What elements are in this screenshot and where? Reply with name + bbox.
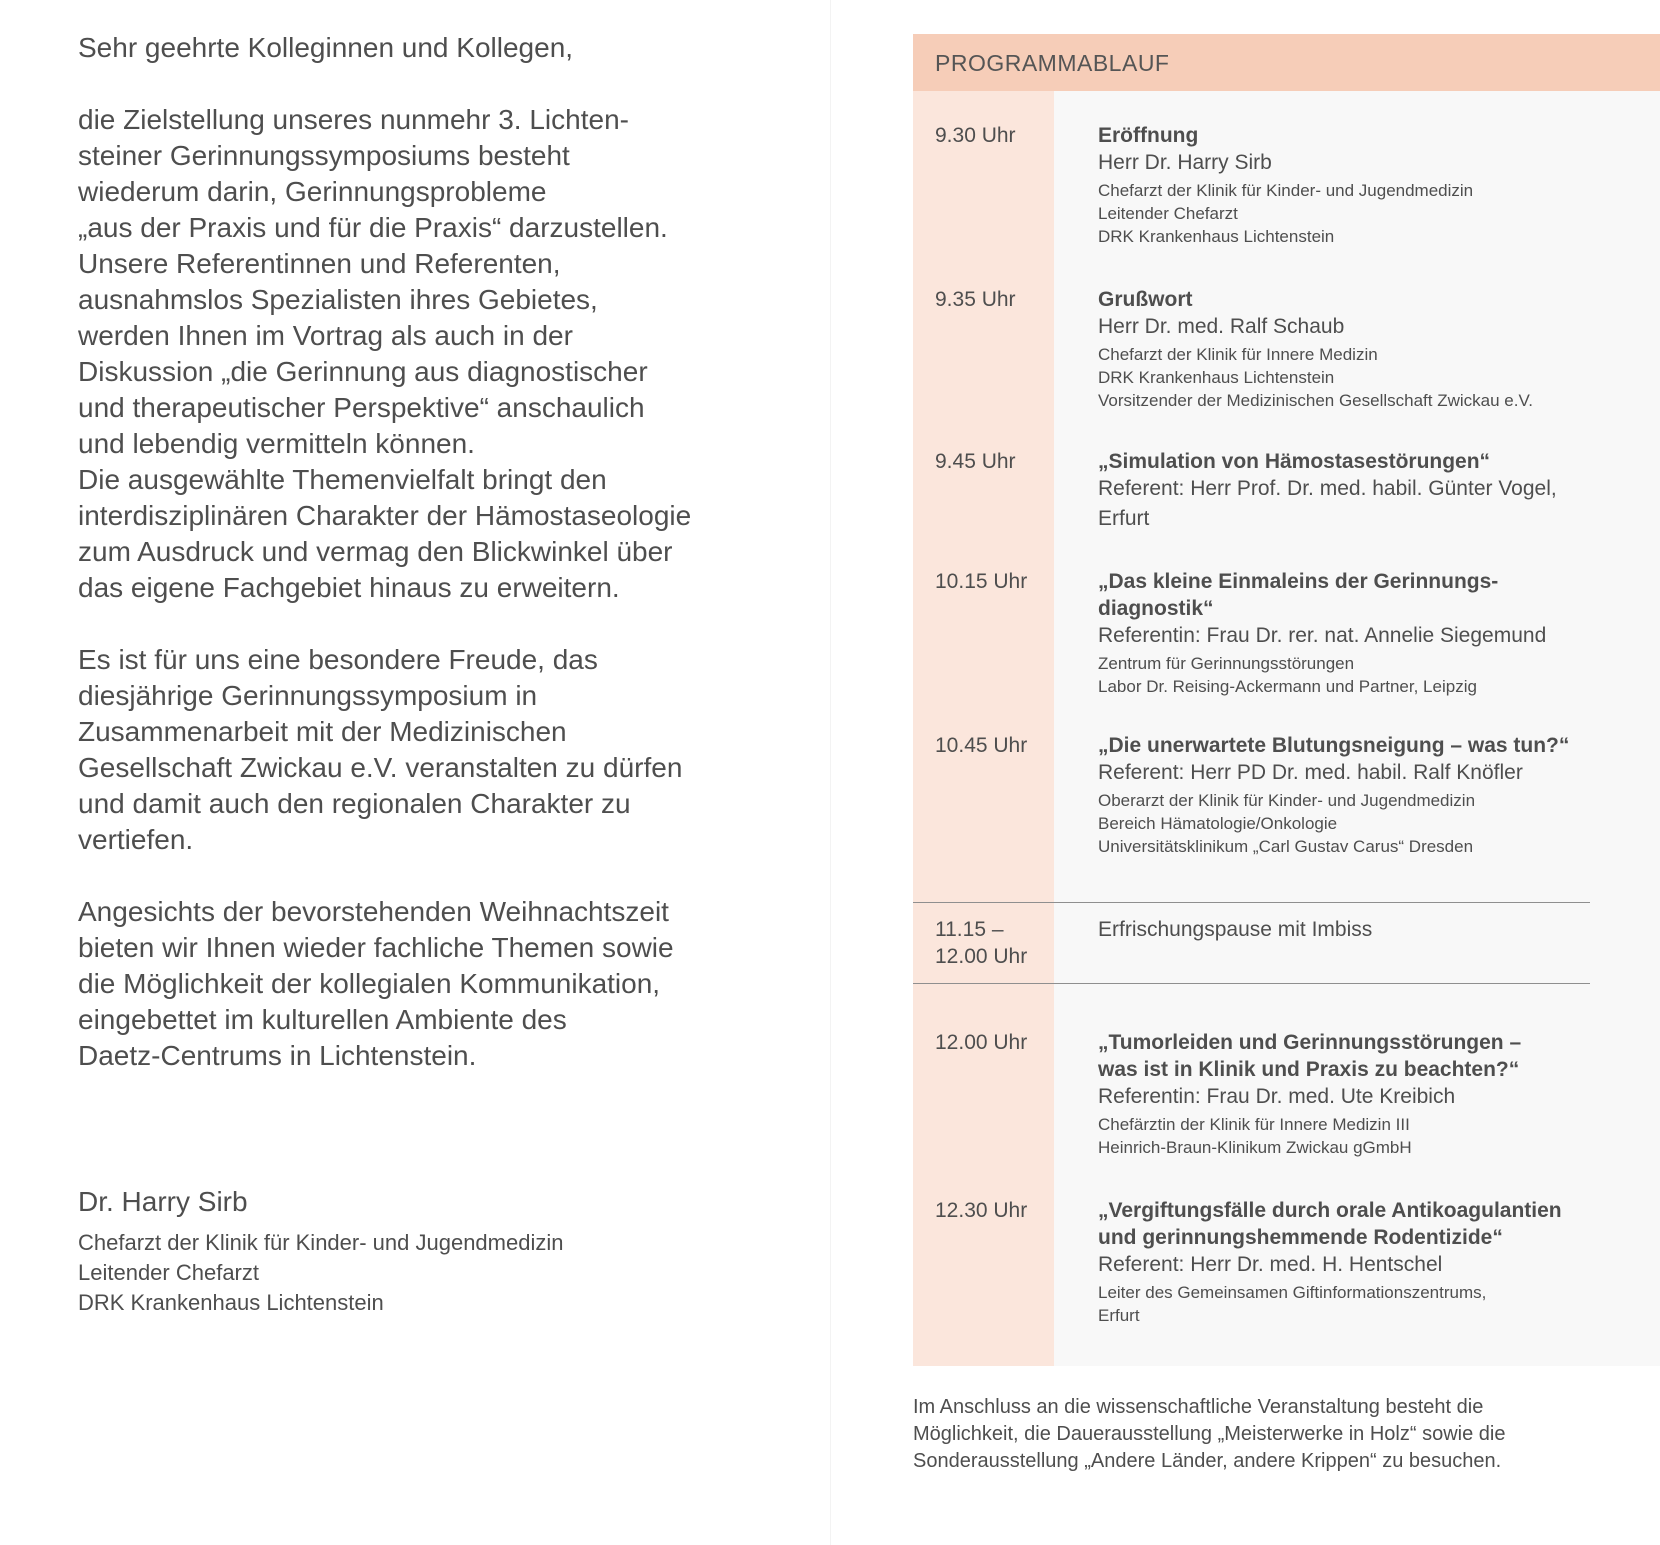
entry-affiliation: Chefarzt der Klinik für Innere Medizin bbox=[1098, 345, 1378, 364]
entry-person: Erfurt bbox=[1098, 507, 1150, 530]
letter-paragraph bbox=[78, 642, 778, 858]
signature-line: Leitender Chefarzt bbox=[78, 1260, 259, 1285]
entry-title: „Vergiftungsfälle durch orale Antikoagulantien bbox=[1098, 1199, 1562, 1222]
entry-person: Referentin: Frau Dr. rer. nat. Annelie Siegemund bbox=[1098, 624, 1547, 647]
entry-content bbox=[1098, 122, 1618, 248]
text-line: Angesichts der bevorstehenden Weihnachtszeit bbox=[78, 896, 669, 927]
text-line: steiner Gerinnungssymposiums besteht bbox=[78, 140, 570, 171]
signature-line: DRK Krankenhaus Lichtenstein bbox=[78, 1290, 384, 1315]
entry-affiliation: Vorsitzender der Medizinischen Gesellschaft Zwickau e.V. bbox=[1098, 391, 1533, 410]
closing-note bbox=[913, 1394, 1593, 1475]
entry-break-label: Erfrischungspause mit Imbiss bbox=[1098, 918, 1373, 941]
text-line: diesjährige Gerinnungssymposium in bbox=[78, 680, 538, 711]
entry-person: Referentin: Frau Dr. med. Ute Kreibich bbox=[1098, 1085, 1456, 1108]
entry-person: Referent: Herr Prof. Dr. med. habil. Günter Vogel, bbox=[1098, 477, 1557, 500]
text-line: eingebettet im kulturellen Ambiente des bbox=[78, 1004, 567, 1035]
text-line: und damit auch den regionalen Charakter zu bbox=[78, 788, 631, 819]
entry-title: Grußwort bbox=[1098, 288, 1193, 311]
text-line: ausnahmslos Spezialisten ihres Gebietes, bbox=[78, 284, 598, 315]
entry-time bbox=[935, 1197, 1050, 1224]
letter-greeting: Sehr geehrte Kolleginnen und Kollegen, bbox=[78, 32, 574, 63]
time-line: 12.00 Uhr bbox=[935, 1031, 1028, 1054]
entry-affiliation: Heinrich-Braun-Klinikum Zwickau gGmbH bbox=[1098, 1138, 1412, 1157]
time-line: 10.15 Uhr bbox=[935, 570, 1028, 593]
text-line: Sonderausstellung „Andere Länder, andere Krippen“ zu besuchen. bbox=[913, 1450, 1502, 1472]
entry-title: Eröffnung bbox=[1098, 124, 1199, 147]
time-line: 11.15 – bbox=[935, 918, 1004, 941]
entry-affiliation: Chefarzt der Klinik für Kinder- und Jugendmedizin bbox=[1098, 181, 1474, 200]
entry-time bbox=[935, 568, 1050, 595]
entry-content bbox=[1098, 732, 1618, 858]
signature-line: Chefarzt der Klinik für Kinder- und Jugendmedizin bbox=[78, 1230, 564, 1255]
program-header bbox=[913, 34, 1660, 91]
text-line: zum Ausdruck und vermag den Blickwinkel über bbox=[78, 536, 673, 567]
entry-title: „Die unerwartete Blutungsneigung – was tun?“ bbox=[1098, 734, 1570, 757]
entry-title: „Das kleine Einmaleins der Gerinnungs- bbox=[1098, 570, 1499, 593]
entry-title: „Tumorleiden und Gerinnungsstörungen – bbox=[1098, 1031, 1522, 1054]
entry-time bbox=[935, 916, 1050, 970]
text-line: das eigene Fachgebiet hinaus zu erweitern. bbox=[78, 572, 620, 603]
text-line: Gesellschaft Zwickau e.V. veranstalten zu dürfen bbox=[78, 752, 683, 783]
entry-content bbox=[1098, 448, 1618, 535]
entry-affiliation: Zentrum für Gerinnungsstörungen bbox=[1098, 654, 1355, 673]
time-line: 9.35 Uhr bbox=[935, 288, 1016, 311]
break-separator-bottom bbox=[913, 983, 1590, 984]
entry-time bbox=[935, 122, 1050, 149]
letter-paragraph bbox=[78, 102, 778, 606]
text-line: Daetz-Centrums in Lichtenstein. bbox=[78, 1040, 477, 1071]
entry-content bbox=[1098, 568, 1618, 698]
entry-content bbox=[1098, 1197, 1618, 1327]
entry-person: Referent: Herr PD Dr. med. habil. Ralf Knöfler bbox=[1098, 761, 1523, 784]
entry-affiliation: Oberarzt der Klinik für Kinder- und Jugendmedizin bbox=[1098, 791, 1476, 810]
entry-person: Herr Dr. med. Ralf Schaub bbox=[1098, 315, 1345, 338]
entry-affiliation: Chefärztin der Klinik für Innere Medizin III bbox=[1098, 1115, 1410, 1134]
signature-name: Dr. Harry Sirb bbox=[78, 1186, 248, 1217]
entry-affiliation: Labor Dr. Reising-Ackermann und Partner, Leipzig bbox=[1098, 677, 1477, 696]
page-fold bbox=[830, 0, 831, 1545]
entry-title: „Simulation von Hämostasestörungen“ bbox=[1098, 450, 1491, 473]
time-line: 9.30 Uhr bbox=[935, 124, 1016, 147]
time-line: 9.45 Uhr bbox=[935, 450, 1016, 473]
entry-affiliation: Universitätsklinikum „Carl Gustav Carus“ Dresden bbox=[1098, 837, 1474, 856]
time-line: 12.30 Uhr bbox=[935, 1199, 1028, 1222]
text-line: und lebendig vermitteln können. bbox=[78, 428, 475, 459]
text-line: Die ausgewählte Themenvielfalt bringt den bbox=[78, 464, 607, 495]
signature bbox=[78, 1184, 778, 1318]
time-line: 10.45 Uhr bbox=[935, 734, 1028, 757]
entry-affiliation: DRK Krankenhaus Lichtenstein bbox=[1098, 368, 1335, 387]
entry-affiliation: Leitender Chefarzt bbox=[1098, 204, 1238, 223]
text-line: „aus der Praxis und für die Praxis“ darzustellen. bbox=[78, 212, 668, 243]
text-line: interdisziplinären Charakter der Hämostaseologie bbox=[78, 500, 692, 531]
time-column bbox=[913, 91, 1054, 1366]
entry-content bbox=[1098, 286, 1618, 412]
entry-content bbox=[1098, 1029, 1618, 1159]
entry-person: Referent: Herr Dr. med. H. Hentschel bbox=[1098, 1253, 1443, 1276]
time-line: 12.00 Uhr bbox=[935, 945, 1028, 968]
entry-time bbox=[935, 1029, 1050, 1056]
entry-affiliation: Leiter des Gemeinsamen Giftinformationszentrums, bbox=[1098, 1283, 1487, 1302]
entry-title: diagnostik“ bbox=[1098, 597, 1214, 620]
text-line: Unsere Referentinnen und Referenten, bbox=[78, 248, 561, 279]
program-header-label: PROGRAMMABLAUF bbox=[935, 50, 1170, 76]
text-line: Es ist für uns eine besondere Freude, das bbox=[78, 644, 598, 675]
text-line: Zusammenarbeit mit der Medizinischen bbox=[78, 716, 567, 747]
text-line: und therapeutischer Perspektive“ anschaulich bbox=[78, 392, 645, 423]
text-line: die Zielstellung unseres nunmehr 3. Lichten- bbox=[78, 104, 629, 135]
entry-title: was ist in Klinik und Praxis zu beachten?“ bbox=[1098, 1058, 1520, 1081]
entry-time bbox=[935, 286, 1050, 313]
entry-affiliation: Bereich Hämatologie/Onkologie bbox=[1098, 814, 1338, 833]
entry-person: Herr Dr. Harry Sirb bbox=[1098, 151, 1272, 174]
text-line: vertiefen. bbox=[78, 824, 194, 855]
entry-time bbox=[935, 448, 1050, 475]
text-line: die Möglichkeit der kollegialen Kommunikation, bbox=[78, 968, 661, 999]
text-line: Diskussion „die Gerinnung aus diagnostischer bbox=[78, 356, 648, 387]
text-line: Möglichkeit, die Dauerausstellung „Meisterwerke in Holz“ sowie die bbox=[913, 1423, 1506, 1445]
text-line: Im Anschluss an die wissenschaftliche Veranstaltung besteht die bbox=[913, 1396, 1484, 1418]
entry-title: und gerinnungshemmende Rodentizide“ bbox=[1098, 1226, 1503, 1249]
text-line: bieten wir Ihnen wieder fachliche Themen sowie bbox=[78, 932, 674, 963]
text-line: wiederum darin, Gerinnungsprobleme bbox=[78, 176, 547, 207]
entry-content bbox=[1098, 916, 1618, 943]
letter bbox=[78, 30, 778, 1110]
entry-time bbox=[935, 732, 1050, 759]
text-line: werden Ihnen im Vortrag als auch in der bbox=[78, 320, 573, 351]
letter-paragraph bbox=[78, 894, 778, 1074]
entry-affiliation: Erfurt bbox=[1098, 1306, 1140, 1325]
break-separator-top bbox=[913, 902, 1590, 903]
entry-affiliation: DRK Krankenhaus Lichtenstein bbox=[1098, 227, 1335, 246]
